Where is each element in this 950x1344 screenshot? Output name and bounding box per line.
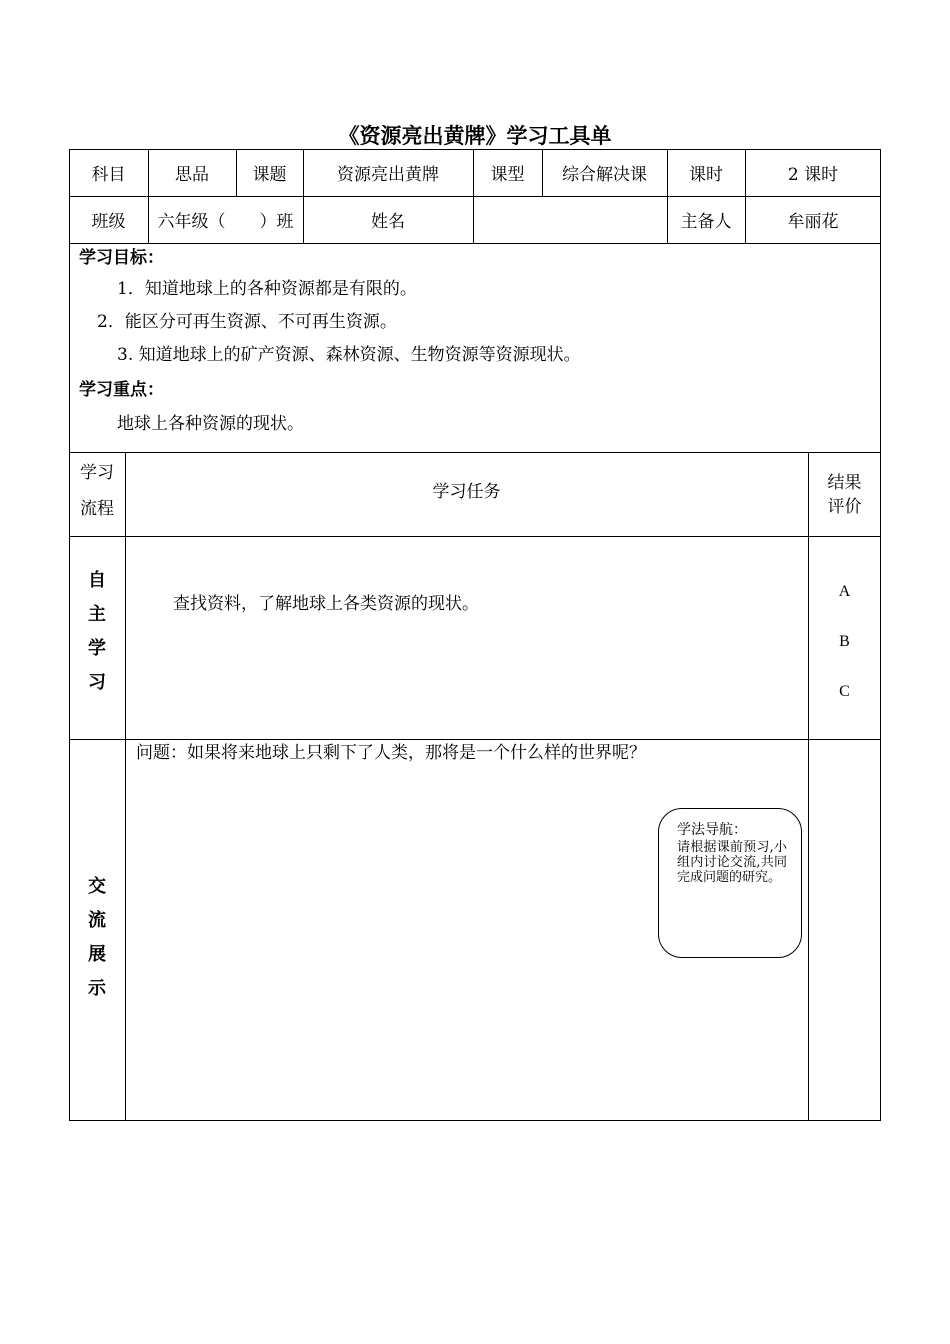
col-divider xyxy=(125,452,126,1121)
page-title: 《资源亮出黄牌》学习工具单 xyxy=(338,124,612,148)
type-label: 课型 xyxy=(490,165,525,185)
subject-value: 思品 xyxy=(175,165,209,185)
study-method-callout xyxy=(658,808,802,958)
evaluation-column-header: 结果 评价 xyxy=(827,473,862,517)
self-study-task: 查找资料，了解地球上各类资源的现状。 xyxy=(173,594,479,614)
preparer-label: 主备人 xyxy=(680,212,732,232)
name-field[interactable] xyxy=(473,196,667,243)
grade-a[interactable]: A xyxy=(838,583,851,600)
topic-label: 课题 xyxy=(252,165,287,185)
class-label: 班级 xyxy=(91,212,126,232)
self-study-label: 自 主 学 习 xyxy=(88,570,106,693)
hours-label: 课时 xyxy=(689,165,723,185)
topic-value: 资源亮出黄牌 xyxy=(337,165,439,185)
goals-heading: 学习目标： xyxy=(79,248,164,268)
goal-item: 3. 知道地球上的矿产资源、森林资源、生物资源等资源现状。 xyxy=(117,345,581,365)
row-divider xyxy=(69,243,881,244)
exchange-question: 问题：如果将来地球上只剩下了人类，那将是一个什么样的世界呢？ xyxy=(136,743,646,763)
focus-heading: 学习重点： xyxy=(79,380,164,400)
grade-c[interactable]: C xyxy=(839,683,850,700)
goal-item: 2．能区分可再生资源、不可再生资源。 xyxy=(97,312,397,332)
subject-label: 科目 xyxy=(91,165,126,185)
preparer-value: 牟丽花 xyxy=(787,212,839,232)
process-column-header: 学习 流程 xyxy=(80,463,114,519)
exchange-label: 交 流 展 示 xyxy=(88,876,106,999)
hours-value: 2 课时 xyxy=(787,165,839,185)
type-value: 综合解决课 xyxy=(562,165,647,185)
class-value[interactable]: 六年级（ ）班 xyxy=(157,212,294,232)
focus-text: 地球上各种资源的现状。 xyxy=(117,414,304,434)
col-divider xyxy=(808,452,809,1121)
goal-item: 1．知道地球上的各种资源都是有限的。 xyxy=(117,279,417,299)
name-label: 姓名 xyxy=(371,212,405,232)
callout-body: 请根据课前预习,小组内讨论交流,共同完成问题的研究。 xyxy=(677,840,787,885)
task-column-header: 学习任务 xyxy=(432,481,501,502)
row-divider xyxy=(69,536,881,537)
grade-options xyxy=(808,567,881,717)
row-divider xyxy=(69,739,881,740)
callout-title: 学法导航： xyxy=(677,822,747,838)
grade-b[interactable]: B xyxy=(839,633,850,650)
